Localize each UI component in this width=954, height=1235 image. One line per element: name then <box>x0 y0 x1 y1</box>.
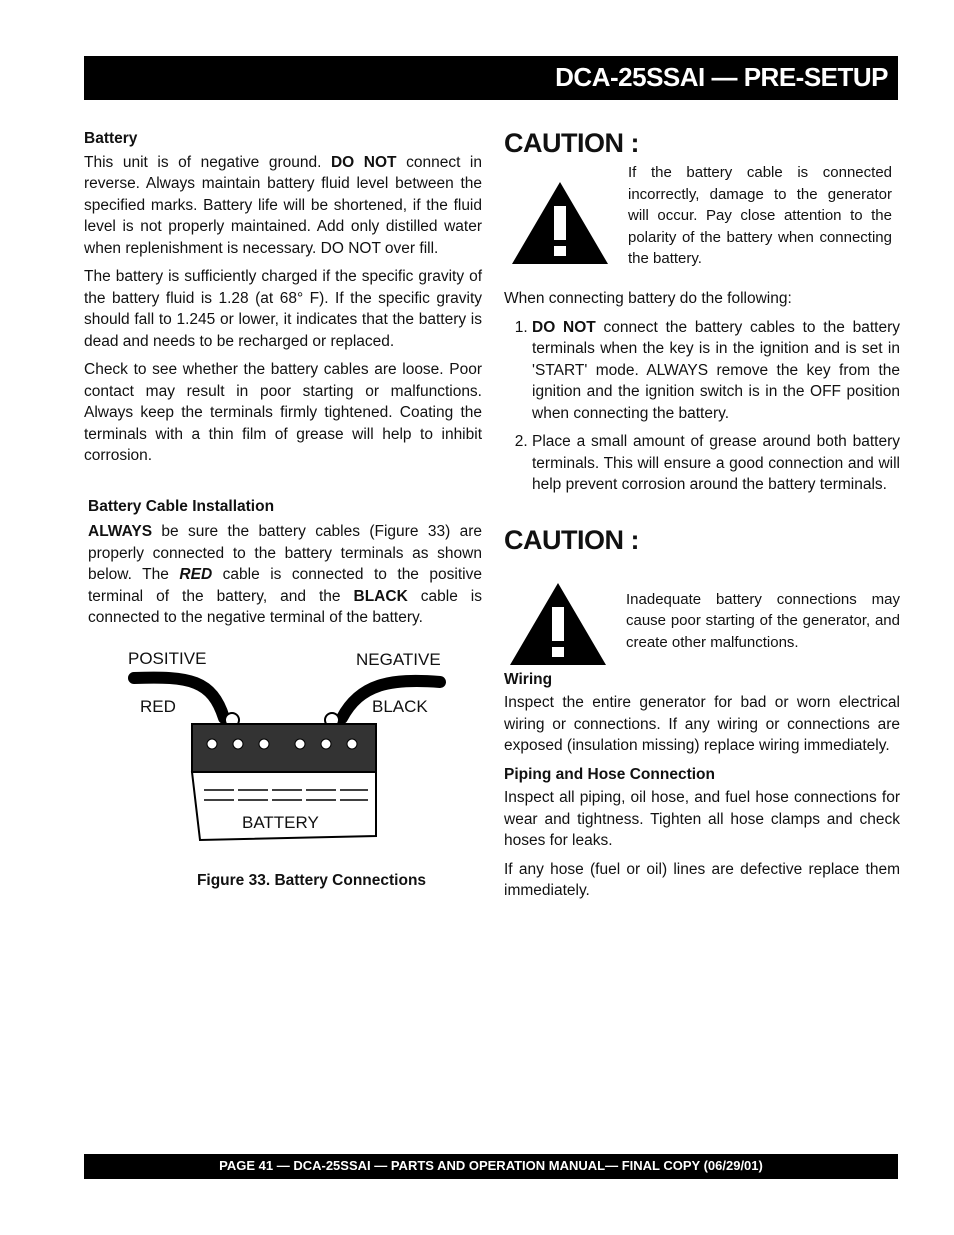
battery-p1-text-a: This unit is of negative ground. <box>84 153 331 171</box>
cable-heading: Battery Cable Installation <box>88 497 275 515</box>
caution-text-2: Inadequate battery connections may cause poor starting of the generator, and create other malfunctions. <box>626 590 900 651</box>
wiring-text: Inspect the entire generator for bad or worn electrical wiring or connections. If any wiring or connections are exposed (insulation missing) replace wiring immediately. <box>504 694 900 754</box>
label-red: RED <box>140 697 176 716</box>
label-battery: BATTERY <box>242 813 319 832</box>
battery-paragraph-3: Check to see whether the battery cables are loose. Poor contact may result in poor starting or malfunctions. Always keep the terminals firmly tightened. Coating the terminals with a thin film of grease will help to inhibit corrosion. <box>84 361 482 464</box>
footer-bar <box>84 1154 898 1179</box>
left-column <box>84 128 482 636</box>
battery-p1-text-b: connect in reverse. Always maintain battery fluid level between the specified marks. Battery life will be shortened, if the fluid level is not properly maintained. Add only distilled water when replenishment is necessary. DO NOT over fill. <box>84 153 483 257</box>
cable-text-c: cable is connected to the negative terminal of the battery. <box>88 587 482 626</box>
step-1-text: connect the battery cables to the battery terminals when the key is in the ignition and is set in 'START' mode. ALWAYS remove the key from the ignition and the ignition switch is in the OFF position when connecting the battery. <box>532 318 901 422</box>
cable-paragraph <box>84 521 482 629</box>
battery-paragraph-1 <box>84 152 482 260</box>
step-1 <box>532 317 900 425</box>
step-2: 2. Place a small amount of grease around both battery terminals. This will ensure a good connection and will help prevent corrosion around the battery terminals. <box>532 431 900 496</box>
cable-text-a: be sure the battery cables (Figure 33) are properly connected to the battery terminals as shown below. The <box>88 523 482 583</box>
battery-figure <box>120 640 460 860</box>
caution-title-1: CAUTION : <box>504 128 639 158</box>
figure-caption: Figure 33. Battery Connections <box>196 872 427 889</box>
warning-icon <box>508 178 612 266</box>
caution-block-2 <box>504 555 900 665</box>
caution-text-1: If the battery cable is connected incorrectly, damage to the generator will occur. Pay close attention to the polarity of the battery when connecting the battery. <box>628 164 892 267</box>
caution-title-2: CAUTION : <box>504 524 639 555</box>
label-black: BLACK <box>372 697 428 716</box>
piping-text-2: If any hose (fuel or oil) lines are defective replace them immediately. <box>504 860 900 899</box>
cable-always: ALWAYS <box>88 523 153 540</box>
right-column <box>504 128 900 909</box>
connect-steps <box>504 317 900 496</box>
header-bar <box>84 56 898 100</box>
caution-block-1 <box>504 158 900 276</box>
battery-heading: Battery <box>84 130 138 147</box>
label-negative: NEGATIVE <box>356 650 441 669</box>
wiring-heading: Wiring <box>504 670 553 688</box>
battery-p1-bold: DO NOT <box>330 153 397 171</box>
page-title: DCA-25SSAI — PRE-SETUP <box>555 62 888 92</box>
step-1-bold: DO NOT <box>532 318 596 336</box>
piping-text-1: Inspect all piping, oil hose, and fuel hose connections for wear and tightness. Tighten all hose clamps and check hoses for leaks. <box>504 789 900 849</box>
battery-paragraph-2: The battery is sufficiently charged if the specific gravity of the battery fluid is 1.28 (at 68° F). If the specific gravity should fall to 1.245 or lower, it indicates that the battery is dead and needs to be recharged or replaced. <box>84 268 482 350</box>
battery-diagram <box>120 640 460 860</box>
cable-text-b: cable is connected to the positive terminal of the battery, and the <box>88 566 482 605</box>
label-positive: POSITIVE <box>128 649 207 668</box>
piping-heading: Piping and Hose Connection <box>504 765 715 783</box>
warning-icon <box>506 579 610 667</box>
cable-black: BLACK <box>353 587 408 605</box>
connect-intro: When connecting battery do the following: <box>504 290 792 307</box>
cable-red: RED <box>179 566 213 583</box>
footer-text: PAGE 41 — DCA-25SSAI — PARTS AND OPERATION MANUAL— FINAL COPY (06/29/01) <box>219 1158 763 1173</box>
